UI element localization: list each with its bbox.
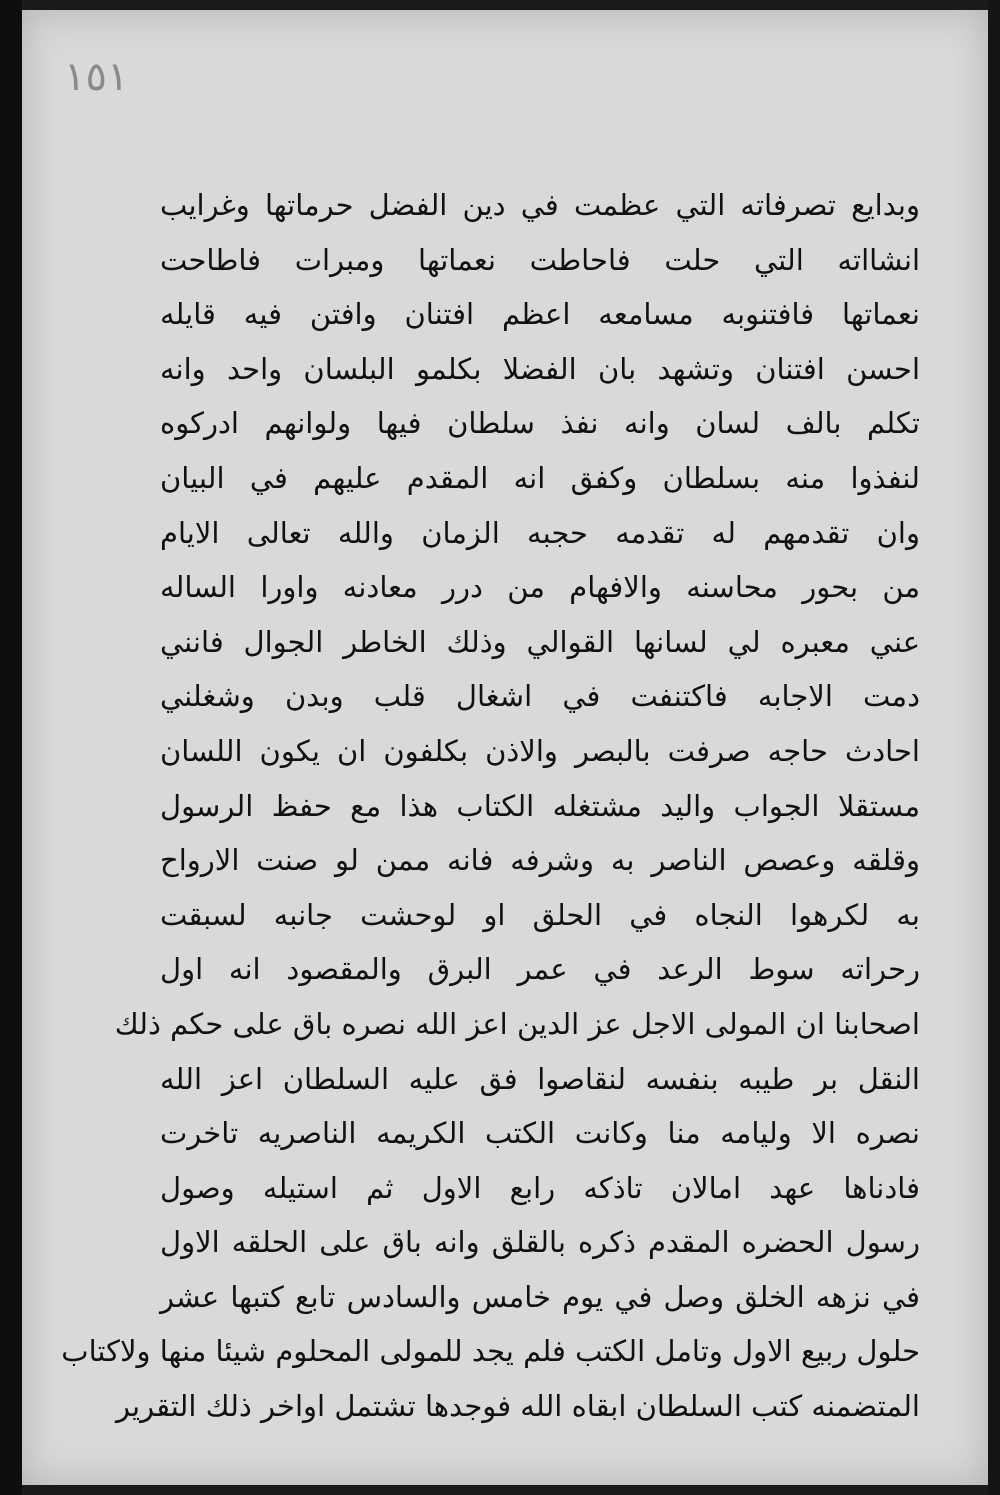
manuscript-text-block bbox=[61, 178, 920, 1434]
text-line: وبدايع تصرفاته التي عظمت في دين الفضل حرماتها وغرايب bbox=[160, 188, 920, 222]
text-line: في نزهه الخلق وصل في يوم خامس والسادس تابع كتبها عشر bbox=[160, 1279, 920, 1314]
text-line: النقل بر طيبه بنفسه لنقاصوا فق عليه السلطان اعز الله bbox=[160, 1061, 920, 1096]
text-line: فادناها عهد امالان تاذكه رابع الاول ثم استيله وصول bbox=[160, 1170, 920, 1205]
text-line: لنفذوا منه بسلطان وكفق انه المقدم عليهم في البيان bbox=[160, 460, 920, 495]
text-line: رحراته سوط الرعد في عمر البرق والمقصود انه اول bbox=[160, 952, 920, 987]
text-line: وقلقه وعصص الناصر به وشرفه فانه ممن لو صنت الارواح bbox=[160, 843, 920, 878]
text-line: رسول الحضره المقدم ذكره بالقلق وانه باق على الحلقه الاول bbox=[160, 1225, 920, 1260]
text-line: به لكرهوا النجاه في الحلق او لوحشت جانبه لسبقت bbox=[160, 897, 920, 932]
scan-left-edge bbox=[0, 0, 22, 1495]
text-line: وان تقدمهم له تقدمه حجبه الزمان والله تعالى الايام bbox=[160, 515, 920, 550]
text-line: دمت الاجابه فاكتنفت في اشغال قلب وبدن وشغلني bbox=[160, 679, 920, 714]
text-line: نصره الا وليامه منا وكانت الكتب الكريمه الناصريه تاخرت bbox=[160, 1116, 920, 1151]
text-line: المتضمنه كتب السلطان ابقاه الله فوجدها تشتمل اواخر ذلك التقرير bbox=[116, 1389, 920, 1424]
text-line: حلول ربيع الاول وتامل الكتب فلم يجد للمولى المحلوم شيئا منها ولاكتاب bbox=[61, 1334, 920, 1369]
scan-right-edge bbox=[988, 0, 1000, 1495]
text-line: احادث حاجه صرفت بالبصر والاذن بكلفون ان يكون اللسان bbox=[160, 733, 920, 768]
text-line: مستقلا الجواب واليد مشتغله الكتاب هذا مع حفظ الرسول bbox=[160, 788, 920, 823]
text-line: من بحور محاسنه والافهام من درر معادنه واورا الساله bbox=[160, 570, 920, 605]
text-line: تكلم بالف لسان وانه نفذ سلطان فيها ولوانهم ادركوه bbox=[160, 406, 920, 441]
folio-number: ١٥١ bbox=[64, 54, 129, 100]
text-line: انشااته التي حلت فاحاطت نعماتها ومبرات فاطاحت bbox=[160, 242, 920, 277]
text-line: نعماتها فافتنوبه مسامعه اعظم افتنان وافتن فيه قايله bbox=[160, 297, 920, 332]
text-line: اصحابنا ان المولى الاجل عز الدين اعز الله نصره باق على حكم ذلك bbox=[114, 1006, 920, 1041]
text-line: عني معبره لي لسانها القوالي وذلك الخاطر الجوال فانني bbox=[160, 624, 920, 659]
text-line: احسن افتنان وتشهد بان الفضلا بكلمو البلسان واحد وانه bbox=[160, 351, 920, 386]
